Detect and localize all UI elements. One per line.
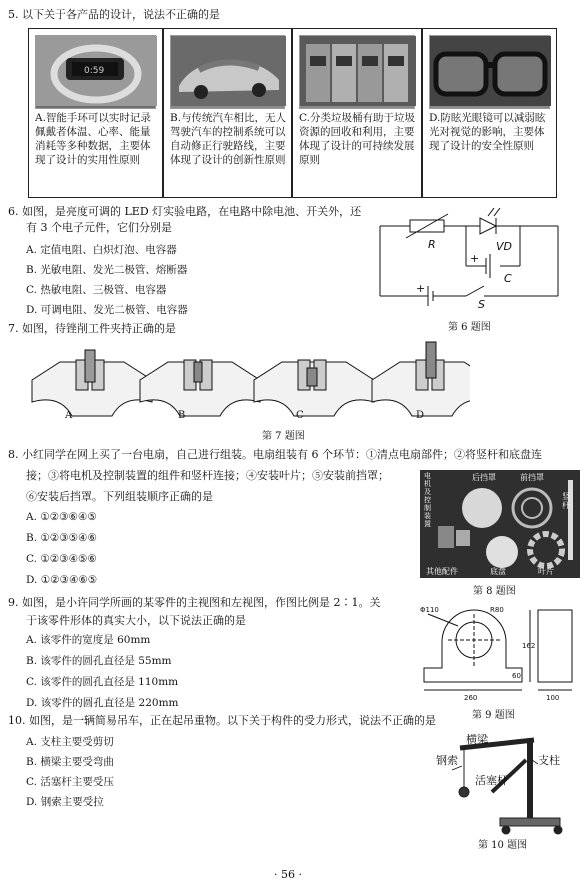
q9-option-c[interactable]: C. 该零件的圆孔直径是 110mm (26, 676, 179, 688)
q9-option-b[interactable]: B. 该零件的圆孔直径是 55mm (26, 655, 172, 667)
q7-label-c[interactable]: C (296, 410, 304, 421)
q5-a-label: A. (35, 112, 46, 124)
led-circuit-diagram (370, 208, 570, 312)
q5-d-label: D. (429, 112, 441, 124)
q5-d-text: 防眩光眼镜可以减弱眩光对视觉的影响，主要体现了设计的安全性原则 (429, 112, 546, 152)
q10-option-b[interactable]: B. 横梁主要受弯曲 (26, 756, 114, 768)
photo-label-base: 底盘 (490, 567, 506, 576)
q10-option-a[interactable]: A. 支柱主要受剪切 (26, 736, 114, 748)
crane-label-piston-rod: 活塞杆 (475, 774, 508, 787)
part-orthographic-views (418, 602, 578, 706)
q5-option-d[interactable] (422, 28, 557, 198)
q5-option-c[interactable] (292, 28, 422, 198)
q6-option-d[interactable]: D. 可调电阻、发光二极管、电容器 (26, 304, 188, 316)
q5-option-a[interactable] (28, 28, 163, 198)
capacitor-plus-sign: + (470, 252, 480, 265)
q7-caption: 第 7 题图 (262, 431, 305, 442)
dim-width: 260 (464, 694, 478, 702)
q8-stem-line3: ⑥安装后挡罩。下列组装顺序正确的是 (26, 490, 213, 503)
q5-option-b[interactable] (163, 28, 292, 198)
crane-label-pillar: 支柱 (538, 754, 560, 767)
dim-height: 162 (522, 642, 536, 650)
driverless-car-photo (170, 35, 285, 109)
q5-b-text: 与传统汽车相比，无人驾驶汽车的控制系统可以自动修正行驶路线，主要体现了设计的创新性原则 (170, 112, 287, 166)
q5-stem: 5. 以下关于各产品的设计，说法不正确的是 (8, 8, 220, 21)
q8-option-b[interactable]: B. ①②③⑤④⑥ (26, 532, 97, 544)
sorting-bins-photo (299, 35, 415, 109)
q7-label-b[interactable]: B (178, 410, 186, 421)
photo-label-back-guard: 后挡罩 (472, 473, 496, 482)
q9-option-d[interactable]: D. 该零件的圆孔直径是 220mm (26, 697, 179, 709)
q5-a-text: 智能手环可以实时记录佩戴者体温、心率、能量消耗等多种数据，主要体现了设计的实用性原则 (35, 112, 151, 166)
smart-band-photo (35, 35, 156, 109)
q10-option-d[interactable]: D. 钢索主要受拉 (26, 796, 104, 808)
q10-caption: 第 10 题图 (478, 840, 528, 851)
photo-label-front-guard: 前挡罩 (520, 473, 544, 482)
q8-option-a[interactable]: A. ①②③⑥④⑤ (26, 511, 97, 523)
photo-label-motor: 电机及控制装置 (424, 472, 431, 528)
q10-option-c[interactable]: C. 活塞杆主要受压 (26, 776, 114, 788)
dim-hole-diameter: Φ110 (420, 606, 439, 614)
q7-label-d[interactable]: D (416, 410, 425, 421)
photo-label-other-parts: 其他配件 (426, 567, 458, 576)
q7-label-a[interactable]: A (65, 410, 73, 421)
q9-stem-line2: 于该零件形体的真实大小，以下说法正确的是 (26, 614, 246, 627)
crane-label-cable: 钢索 (436, 754, 458, 767)
q9-stem-line1: 9. 如图，是小许同学所画的某零件的主视图和左视图，作图比例是 2∶1。关 (8, 596, 381, 609)
q6-stem-line2: 有 3 个电子元件，它们分别是 (26, 221, 172, 234)
q6-stem-line1: 6. 如图，是亮度可调的 LED 灯实验电路，在电路中除电池、开关外，还 (8, 205, 362, 218)
crane-label-beam: 横梁 (466, 733, 488, 746)
photo-label-pole: 竖杆 (562, 492, 570, 510)
q8-option-d[interactable]: D. ①②③④⑥⑤ (26, 574, 98, 586)
dim-base-height: 60 (512, 672, 521, 680)
q9-option-a[interactable]: A. 该零件的宽度是 60mm (26, 634, 151, 646)
photo-label-blade: 叶片 (538, 567, 554, 576)
q5-c-text: 分类垃圾桶有助于垃圾资源的回收和利用，主要体现了设计的可持续发展原则 (299, 112, 415, 166)
svg-text:0:59: 0:59 (84, 66, 105, 76)
q8-stem-line1: 8. 小红同学在网上买了一台电扇，自己进行组装。电扇组装有 6 个环节：①清点电扇部件；②将竖杆和底盘连 (8, 448, 542, 461)
q7-stem: 7. 如图，待锉削工件夹持正确的是 (8, 322, 176, 335)
q6-caption: 第 6 题图 (448, 322, 491, 333)
q6-option-c[interactable]: C. 热敏电阻、三极管、电容器 (26, 284, 167, 296)
led-label: VD (496, 240, 512, 253)
q8-option-c[interactable]: C. ①②③④⑤⑥ (26, 553, 97, 565)
anti-glare-glasses-photo (429, 35, 550, 109)
q9-caption: 第 9 题图 (472, 710, 515, 721)
battery-plus-sign: + (416, 282, 426, 295)
q6-option-b[interactable]: B. 光敏电阻、发光二极管、熔断器 (26, 264, 188, 276)
dim-arc-radius: R80 (490, 606, 504, 614)
capacitor-label: C (504, 272, 512, 285)
page-number: · 56 · (274, 868, 302, 881)
resistor-label: R (428, 238, 436, 251)
vise-clamping-diagram (30, 340, 470, 422)
switch-label: S (478, 298, 485, 311)
q8-caption: 第 8 题图 (473, 586, 516, 597)
q10-stem: 10. 如图，是一辆简易吊车，正在起吊重物。以下关于构件的受力形式，说法不正确的是 (8, 714, 436, 727)
q5-b-label: B. (170, 112, 182, 124)
q8-stem-line2: 接；③将电机及控制装置的组件和竖杆连接；④安装叶片；⑤安装前挡罩； (26, 469, 389, 482)
q6-option-a[interactable]: A. 定值电阻、白炽灯泡、电容器 (26, 244, 177, 256)
dim-side-width: 100 (546, 694, 560, 702)
fan-parts-photo (420, 470, 580, 578)
q5-c-label: C. (299, 112, 310, 124)
